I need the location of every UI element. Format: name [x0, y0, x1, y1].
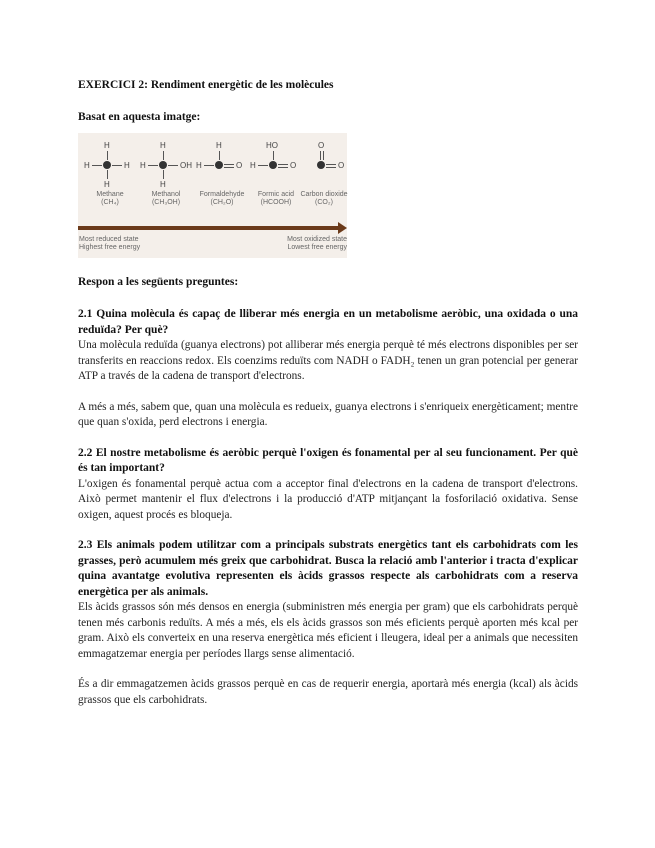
- question-2-2: 2.2 El nostre metabolisme és aeròbic perquè l'oxigen és fonamental per al seu funcionament. Per què és tan important?: [78, 446, 578, 474]
- molecule-name: Formic acid: [257, 191, 295, 198]
- atom-right: O: [236, 161, 243, 170]
- atom-left: H: [140, 161, 146, 170]
- intro-text: Basat en aquesta imatge:: [78, 111, 201, 123]
- molecule-formula: (CH₄): [101, 199, 119, 206]
- atom-bottom: H: [104, 180, 110, 189]
- atom-left: H: [250, 161, 256, 170]
- molecule-formula: (HCOOH): [260, 199, 292, 206]
- molecule-name: Methanol: [151, 191, 181, 198]
- carbon-atom: [269, 161, 277, 169]
- question-2-1: 2.1 Quina molècula és capaç de lliberar més energia en un metabolisme aeròbic, una oxidada o una reduïda? Per què?: [78, 308, 578, 336]
- answer-2-2: L'oxigen és fonamental perquè actua com a acceptor final d'electrons en la cadena de transport d'electrons. Això permet mantenir el flux d'electrons i la producció d'ATP mitjançant la fosforilació oxidativa. Sense oxigen, aquest procés es bloqueja.: [78, 477, 578, 521]
- answer-2-3-a: Els àcids grassos són més densos en energia (subministren més energia per gram) que els carbohidrats perquè tenen més carbonis reduïts. A més a més, els els àcids grassos son més eficients perquè aporten més kcal per gram. Això els converteix en una reserva energètica més eficient i lleugera, ideal per a animals que necessiten emmagatzemar energia per períodes llargs sense alimentació.: [78, 601, 578, 660]
- carbon-atom: [215, 161, 223, 169]
- molecule-formula: (CH₂O): [210, 199, 234, 206]
- respon-heading: Respon a les següents preguntes:: [78, 276, 239, 288]
- document-page: [78, 78, 578, 708]
- answer-2-3-b: És a dir emmagatzemen àcids grassos perquè en cas de requerir energia, aportarà més energia (kcal) als àcids grassos que els carbohidrats.: [78, 678, 578, 706]
- atom-right: O: [338, 161, 345, 170]
- caption-carbon-dioxide: [296, 191, 352, 207]
- redox-figure: [78, 133, 347, 258]
- reduced-scale-label: [79, 236, 140, 252]
- scale-line: Lowest free energy: [287, 244, 347, 251]
- arrow-head-icon: [338, 222, 347, 234]
- molecule-name: Carbon dioxide: [300, 191, 348, 198]
- question-2-3: 2.3 Els animals podem utilitzar com a principals substrats energètics tant els carbohidrats com les grasses, però acumulem més greix que carbohidrat. Busca la relació amb l'anterior i tracta d'explicar quina avantatge evolutiva representen els àcids grassos respecte als carbohidrats com a reserva energètica per als animals.: [78, 539, 578, 598]
- scale-line: Most reduced state: [79, 236, 139, 243]
- caption-formaldehyde: [190, 191, 254, 207]
- atom-left: H: [84, 161, 90, 170]
- molecule-name: Methane: [96, 191, 124, 198]
- carbon-atom: [317, 161, 325, 169]
- caption-methane: [82, 191, 138, 207]
- answer-2-1-a: Una molècula reduïda (guanya electrons) pot alliberar més energia perquè té més electrons disponibles per ser transferits en reaccions redox. Els coenzims reduïts com NADH o FADH₂ tenen un gran potencial per generar ATP a través de la cadena de transport d'electrons.: [78, 339, 578, 382]
- atom-top: O: [318, 141, 325, 150]
- scale-line: Most oxidized state: [287, 236, 347, 243]
- atom-top: HO: [266, 141, 278, 150]
- answer-2-1-b: A més a més, sabem que, quan una molècula es redueix, guanya electrons i s'enriqueix energèticament; mentre que quan s'oxida, perd electrons i energia.: [78, 400, 578, 428]
- atom-top: H: [216, 141, 222, 150]
- carbon-atom: [103, 161, 111, 169]
- atom-top: H: [104, 141, 110, 150]
- molecule-name: Formaldehyde: [199, 191, 245, 198]
- exercise-title: EXERCICI 2: Rendiment energètic de les molècules: [78, 79, 334, 91]
- scale-line: Highest free energy: [79, 244, 141, 251]
- atom-top: H: [160, 141, 166, 150]
- atom-left: H: [196, 161, 202, 170]
- oxidized-scale-label: [287, 236, 347, 252]
- oxidation-arrow-line: [78, 226, 340, 230]
- molecule-formula: (CH₃OH): [151, 199, 181, 206]
- caption-methanol: [138, 191, 194, 207]
- atom-right: O: [290, 161, 297, 170]
- atom-right: H: [124, 161, 130, 170]
- molecule-formula: (CO₂): [315, 199, 333, 206]
- atom-right: OH: [180, 161, 192, 170]
- carbon-atom: [159, 161, 167, 169]
- atom-bottom: H: [160, 180, 166, 189]
